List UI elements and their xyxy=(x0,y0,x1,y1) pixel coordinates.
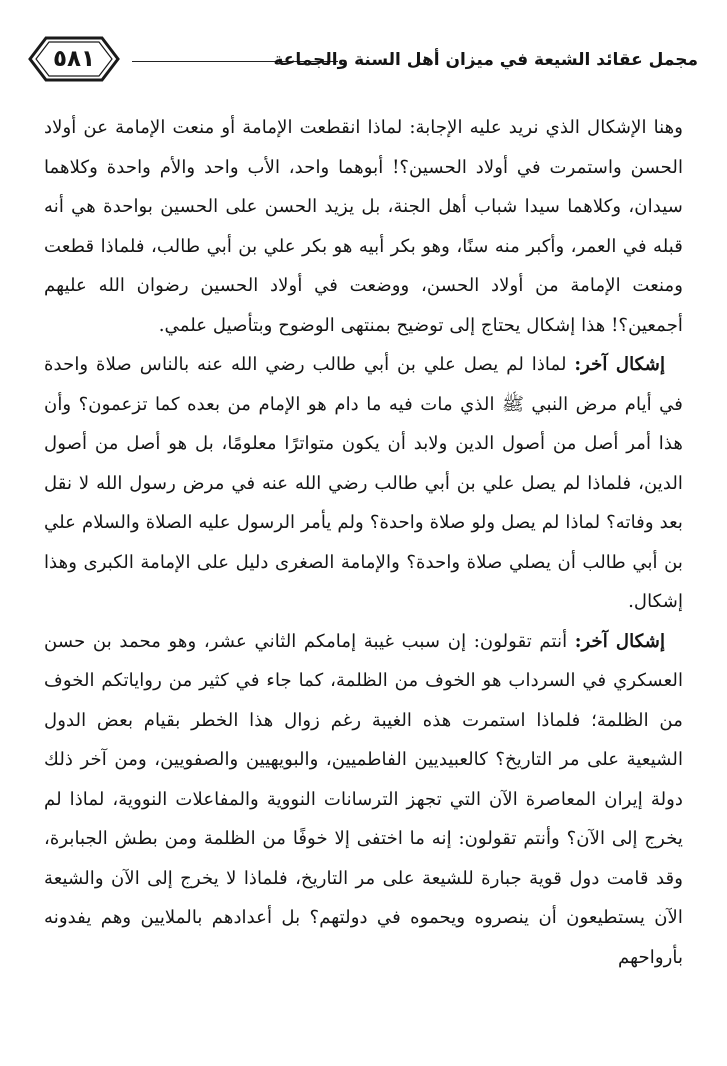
page-header xyxy=(28,30,698,90)
running-title: مجمل عقائد الشيعة في ميزان أهل السنة والجماعة xyxy=(273,50,698,70)
paragraph-2 xyxy=(44,345,683,622)
paragraph-text: أنتم تقولون: إن سبب غيبة إمامكم الثاني عشر، وهو محمد بن حسن العسكري في السرداب هو الخوف من الظلمة، كما جاء في كثير من رواياتكم الخوف من الظلمة؛ فلماذا استمرت هذه الغيبة رغم زوال هذا الخطر بقيام بعض الدول الشيعية على مر التاريخ؟ كالعبيديين الفاطميين، والبويهيين والصفويين، ومن آخر ذلك دولة إيران المعاصرة الآن التي تجهز الترسانات النووية والمفاعلات النووية، لماذا لم يخرج إلى الآن؟ وأنتم تقولون: إنه ما اختفى إلا خوفًا من الظلمة ومن بطش الجبابرة، وقد قامت دول قوية جبارة للشيعة على مر التاريخ، فلماذا لا يخرج إلى الآن والشيعة الآن يستطيعون أن ينصروه ويحموه في دولتهم؟ بل أعدادهم بالملايين وهم يفدونه بأرواحهم xyxy=(44,630,683,968)
paragraph-label: إشكال آخر: xyxy=(574,354,665,375)
paragraph-text: وهنا الإشكال الذي نريد عليه الإجابة: لماذا انقطعت الإمامة أو منعت الإمامة عن أولاد الحسن واستمرت في أولاد الحسين؟! أبوهما واحد، الأب واحد والأم واحدة وكلاهما سيدان، وكلاهما سيدا شباب أهل الجنة، بل يزيد الحسن على الحسين بواحدة هي أنه قبله في العمر، وأكبر منه سنًا، وهو بكر أبيه هو بكر علي بن أبي طالب، فلماذا قطعت ومنعت الإمامة من أولاد الحسن، ووضعت في أولاد الحسين رضوان الله عليهم أجمعين؟! هذا إشكال يحتاج إلى توضيح بمنتهى الوضوح وبتأصيل علمي. xyxy=(44,117,683,336)
paragraph-label: إشكال آخر: xyxy=(574,630,666,652)
paragraph-3 xyxy=(44,622,683,978)
body-text xyxy=(44,108,683,977)
page-number: ٥٨١ xyxy=(52,46,96,72)
paragraph-text: لماذا لم يصل علي بن أبي طالب رضي الله عنه بالناس صلاة واحدة في أيام مرض النبي ﷺ الذي مات فيه ما دام هو الإمام من بعده كما تزعمون؟ وأن هذا أمر أصل من أصول الدين ولابد أن يكون متواترًا معلومًا، بل هو أصل من أصول الدين، فلماذا لم يصل علي بن أبي طالب رضي الله عنه في مرض رسول الله لا نقل بعد وفاته؟ لماذا لم يصل ولو صلاة واحدة؟ ولم يأمر الرسول عليه الصلاة والسلام علي بن أبي طالب أن يصلي صلاة واحدة؟ والإمامة الصغرى دليل على الإمامة الكبرى وهذا إشكال. xyxy=(44,354,683,612)
paragraph-1 xyxy=(44,108,683,345)
